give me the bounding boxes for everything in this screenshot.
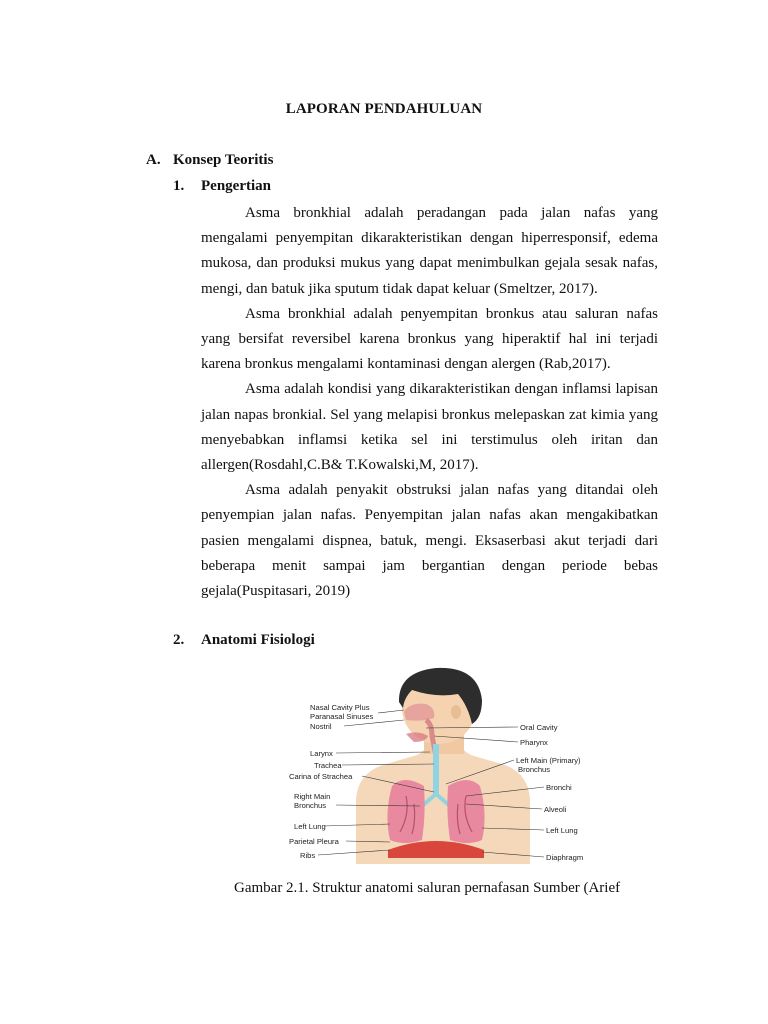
subsection-number: 1. [173,178,185,194]
figure-label: Bronchus [518,765,551,774]
respiratory-anatomy-figure [286,664,602,864]
section-title: Konsep Teoritis [173,152,274,168]
figure-label: Parietal Pleura [289,837,339,846]
figure-label: Oral Cavity [520,723,558,732]
paragraph: Asma bronkhial adalah peradangan pada jalan nafas yang mengalami penyempitan dikarakteristikan dengan hiperresponsif, edema mukosa, dan produksi mukus yang dapat menimbulkan gejala sesak nafas, mengi, dan batuk jika sputum tidak dapat keluar (Smeltzer, 2017). [201,205,658,297]
figure-label: Right Main [294,792,331,801]
figure-label: Diaphragm [546,853,584,862]
figure-label: Paranasal Sinuses [310,712,374,721]
paragraph: Asma adalah kondisi yang dikarakteristikan dengan inflamsi lapisan jalan napas bronkial. Sel yang melapisi bronkus melepaskan zat kimia yang menyebabkan inflamsi ketika sel ini terstimulus oleh iritan dan allergen(Rosdahl,C.B& T.Kowalski,M, 2017). [201,381,658,474]
subsection-heading-pengertian [173,178,271,195]
figure-label: Pharynx [520,738,548,747]
subsection-heading-anatomi [173,632,315,649]
figure-label: Bronchi [546,783,572,792]
figure-label: Bronchus [294,801,327,810]
section-heading [146,152,273,169]
anatomy-illustration [286,664,602,864]
figure-label: Larynx [310,749,333,758]
section-number: A. [146,152,161,168]
figure-label: Alveoli [544,805,567,814]
figure-label: Trachea [314,761,342,770]
subsection-title: Pengertian [201,178,271,194]
figure-label: Left Main (Primary) [516,756,581,765]
figure-label: Ribs [300,851,316,860]
figure-label: Left Lung [546,826,578,835]
figure-label: Carina of Strachea [289,772,353,781]
paragraph: Asma bronkhial adalah penyempitan bronkus atau saluran nafas yang bersifat reversibel karena bronkus yang hiperaktif hal ini terjadi karena bronkus mengalami kontaminasi dengan alergen (Rab,2017). [201,305,658,373]
figure-label: Left Lung [294,822,326,831]
subsection-number: 2. [173,632,185,648]
figure-label: Nasal Cavity Plus [310,703,370,712]
subsection-title: Anatomi Fisiologi [201,632,315,648]
definition-text [201,201,658,604]
figure-caption: Gambar 2.1. Struktur anatomi saluran pernafasan Sumber (Arief [234,880,621,896]
page-title: LAPORAN PENDAHULUAN [285,101,483,117]
paragraph: Asma adalah penyakit obstruksi jalan nafas yang ditandai oleh penyempian jalan nafas. Penyempitan jalan nafas akan mengakibatkan pasien mengalami dispnea, batuk, mengi. Eksaserbasi akut terjadi dari beberapa menit sampai jam bergantian dengan periode bebas gejala(Puspitasari, 2019) [201,482,658,600]
figure-label: Nostril [310,722,332,731]
